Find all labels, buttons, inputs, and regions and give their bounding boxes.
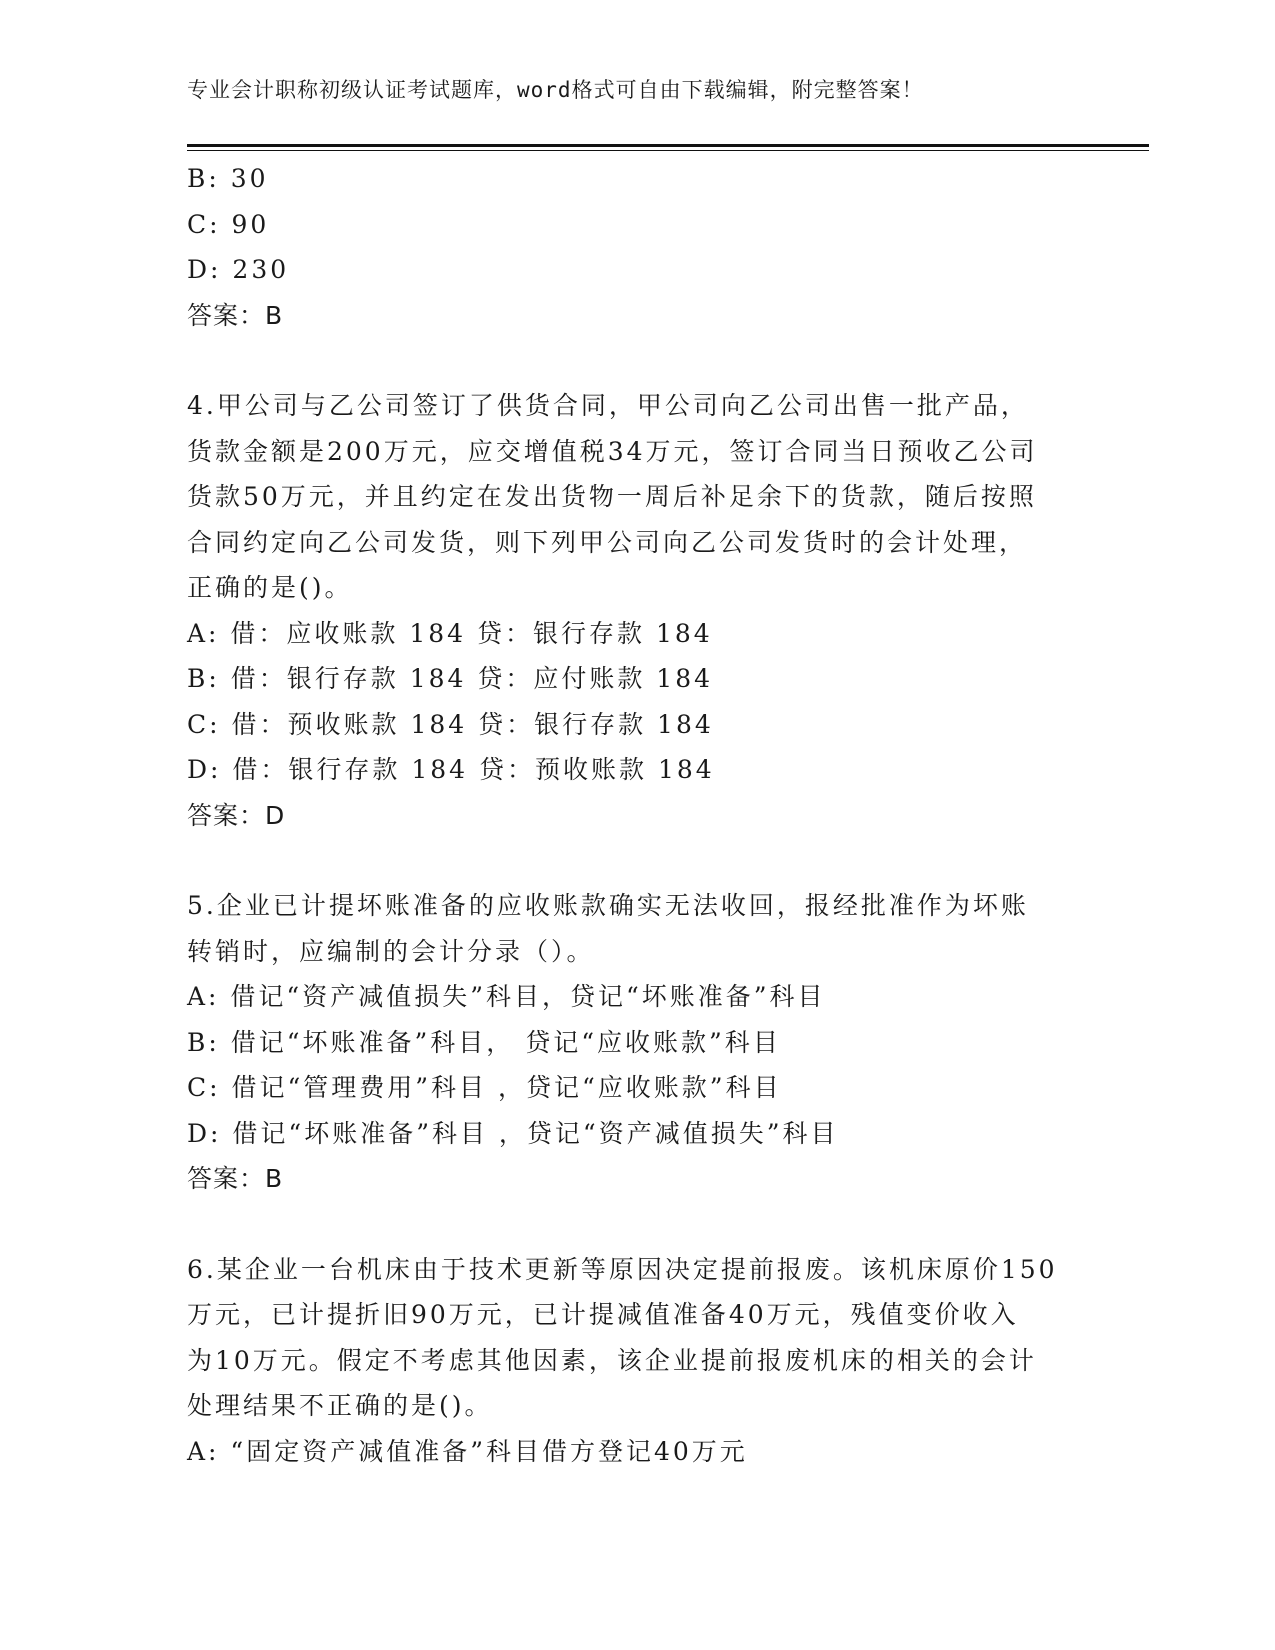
option-a: A: “固定资产减值准备”科目借方登记40万元: [187, 1436, 748, 1466]
header-divider-thick: [187, 144, 1149, 147]
question-stem-line: 5.企业已计提坏账准备的应收账款确实无法收回，报经批准作为坏账: [187, 891, 1029, 920]
option-a: A: 借：应收账款 184 贷：银行存款 184: [187, 618, 713, 648]
question-6: [187, 1247, 1087, 1475]
option-b: B: 借：银行存款 184 贷：应付账款 184: [187, 664, 714, 693]
question-stem-line: 货款金额是200万元，应交增值税34万元，签订合同当日预收乙公司: [187, 436, 1038, 466]
option-b: B: 30: [187, 164, 269, 193]
option-c: C: 借记“管理费用”科目 ，贷记“应收账款”科目: [187, 1073, 782, 1102]
question-stem-line: 正确的是()。: [187, 573, 353, 602]
question-5: [187, 883, 1087, 1202]
option-c: C: 90: [187, 209, 270, 239]
question-stem-line: 转销时，应编制的会计分录（）。: [187, 936, 595, 966]
question-4: [187, 383, 1087, 838]
option-c: C: 借：预收账款 184 贷：银行存款 184: [187, 709, 714, 739]
option-d: D: 230: [187, 255, 290, 284]
page-header: 专业会计职称初级认证考试题库，word格式可自由下载编辑，附完整答案！: [187, 78, 924, 102]
spacer: [187, 1202, 1087, 1247]
question-stem-line: 4.甲公司与乙公司签订了供货合同，甲公司向乙公司出售一批产品，: [187, 391, 1029, 420]
answer-line: 答案：D: [187, 800, 286, 830]
document-body: [187, 156, 1087, 1474]
question-stem-line: 合同约定向乙公司发货，则下列甲公司向乙公司发货时的会计处理，: [187, 527, 1028, 557]
header-divider-thin: [187, 150, 1149, 151]
option-d: D: 借记“坏账准备”科目 ，贷记“资产减值损失”科目: [187, 1118, 839, 1148]
question-3-tail: [187, 156, 1087, 338]
spacer: [187, 838, 1087, 883]
question-stem-line: 为10万元。假定不考虑其他因素，该企业提前报废机床的相关的会计: [187, 1345, 1037, 1375]
spacer: [187, 338, 1087, 383]
option-d: D: 借：银行存款 184 贷：预收账款 184: [187, 755, 715, 784]
answer-line: 答案：B: [187, 300, 284, 330]
question-stem-line: 货款50万元，并且约定在发出货物一周后补足余下的货款，随后按照: [187, 482, 1037, 511]
answer-line: 答案：B: [187, 1164, 284, 1193]
option-a: A: 借记“资产减值损失”科目，贷记“坏账准备”科目: [187, 982, 826, 1011]
question-stem-line: 处理结果不正确的是()。: [187, 1391, 493, 1420]
question-stem-line: 6.某企业一台机床由于技术更新等原因决定提前报废。该机床原价150: [187, 1254, 1058, 1284]
question-stem-line: 万元，已计提折旧90万元，已计提减值准备40万元，残值变价收入: [187, 1300, 1019, 1329]
option-b: B: 借记“坏账准备”科目， 贷记“应收账款”科目: [187, 1027, 781, 1057]
